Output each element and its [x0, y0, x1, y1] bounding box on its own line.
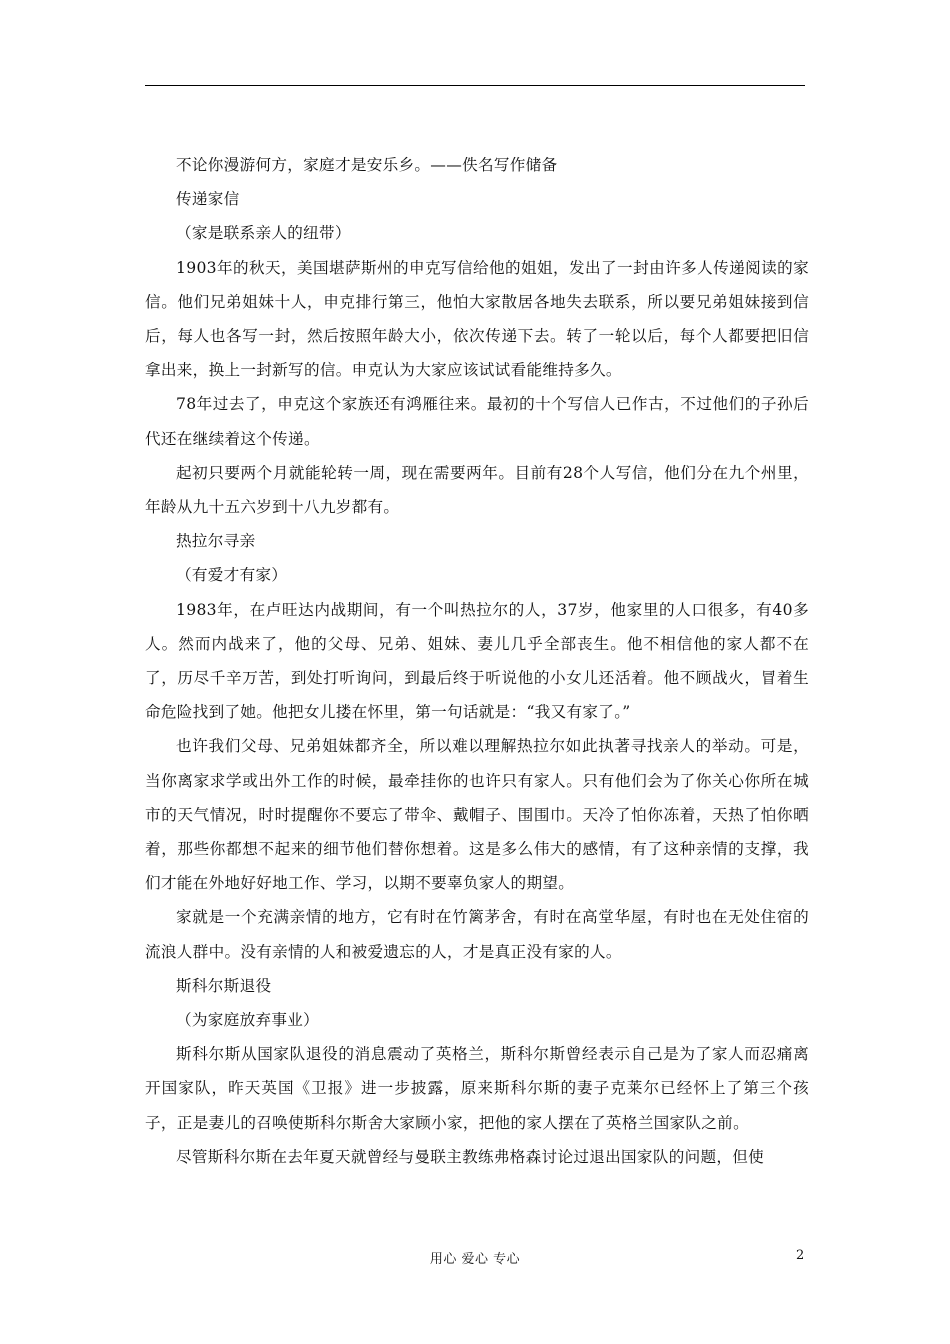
document-body — [145, 148, 809, 1174]
footer-motto: 用心 爱心 专心 — [429, 1252, 521, 1267]
section-title-scholes: 斯科尔斯退役 — [176, 976, 272, 995]
epigraph: 不论你漫游何方，家庭才是安乐乡。——佚名写作储备 — [176, 156, 558, 174]
paragraph: 尽管斯科尔斯在去年夏天就曾经与曼联主教练弗格森讨论过退出国家队的问题，但使 — [176, 1147, 765, 1166]
paragraph: 斯科尔斯从国家队退役的消息震动了英格兰，斯科尔斯曾经表示自己是为了家人而忍痛离开国家队，昨天英国《卫报》进一步披露，原来斯科尔斯的妻子克莱尔已经怀上了第三个孩子，正是妻儿的召唤使斯科尔斯舍大家顾小家，把他的家人摆在了英格兰国家队之前。 — [145, 1045, 809, 1132]
paragraph: 1903年的秋天，美国堪萨斯州的申克写信给他的姐姐，发出了一封由许多人传递阅读的家信。他们兄弟姐妹十人，申克排行第三，他怕大家散居各地失去联系，所以要兄弟姐妹接到信后，每人也各写一封，然后按照年龄大小，依次传递下去。转了一轮以后，每个人都要把旧信拿出来，换上一封新写的信。申克认为大家应该试试看能维持多久。 — [145, 258, 809, 380]
section-subtitle-family-letter: （家是联系亲人的纽带） — [176, 224, 351, 243]
header-rule — [145, 85, 805, 86]
page-number: 2 — [796, 1248, 805, 1263]
section-title-family-letter: 传递家信 — [176, 190, 240, 209]
paragraph: 起初只要两个月就能轮转一周，现在需要两年。目前有28个人写信，他们分在九个州里，年龄从九十五六岁到十八九岁都有。 — [145, 463, 809, 517]
paragraph: 78年过去了，申克这个家族还有鸿雁往来。最初的十个写信人已作古，不过他们的子孙后代还在继续着这个传递。 — [145, 395, 809, 448]
section-subtitle-gerard: （有爱才有家） — [176, 566, 288, 585]
paragraph: 1983年，在卢旺达内战期间，有一个叫热拉尔的人，37岁，他家里的人口很多，有40多人。然而内战来了，他的父母、兄弟、姐妹、妻儿几乎全部丧生。他不相信他的家人都不在了，历尽千辛万苦，到处打听询问，到最后终于听说他的小女儿还活着。他不顾战火，冒着生命危险找到了她。他把女儿搂在怀里，第一句话就是：“我又有家了。” — [145, 600, 809, 722]
paragraph: 家就是一个充满亲情的地方，它有时在竹篱茅舍，有时在高堂华屋，有时也在无处住宿的流浪人群中。没有亲情的人和被爱遗忘的人，才是真正没有家的人。 — [145, 908, 809, 961]
section-title-gerard: 热拉尔寻亲 — [176, 532, 256, 551]
section-subtitle-scholes: （为家庭放弃事业） — [176, 1011, 320, 1030]
paragraph: 也许我们父母、兄弟姐妹都齐全，所以难以理解热拉尔如此执著寻找亲人的举动。可是，当你离家求学或出外工作的时候，最牵挂你的也许只有家人。只有他们会为了你关心你所在城市的天气情况，时时提醒你不要忘了带伞、戴帽子、围围巾。天冷了怕你冻着，天热了怕你晒着，那些你都想不起来的细节他们替你想着。这是多么伟大的感情，有了这种亲情的支撑，我们才能在外地好好地工作、学习，以期不要辜负家人的期望。 — [145, 737, 809, 893]
